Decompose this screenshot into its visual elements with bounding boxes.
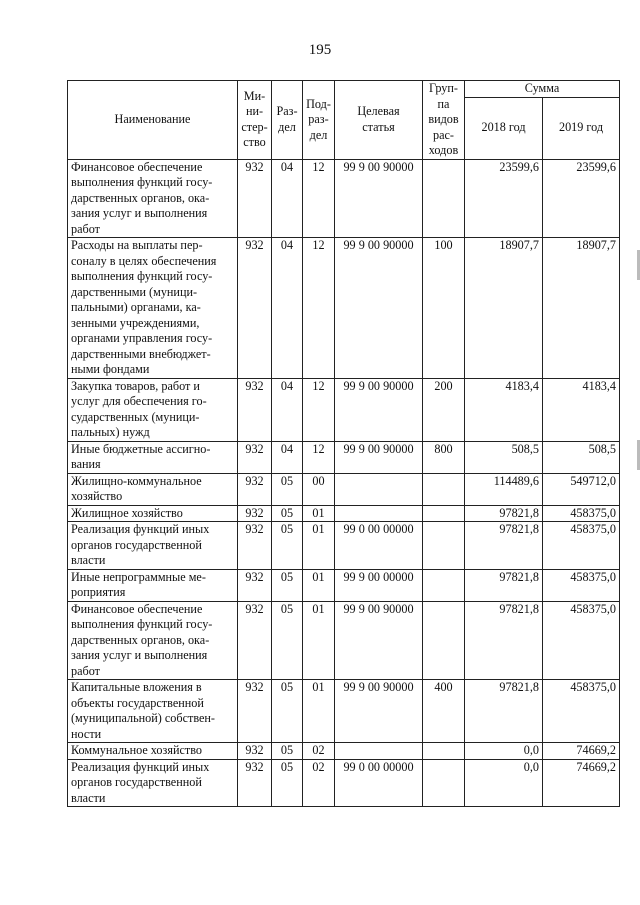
cell-ministry: 932	[238, 238, 272, 379]
cell-section: 04	[272, 159, 303, 238]
col-header-sum: Сумма	[465, 81, 620, 98]
cell-subsection: 02	[303, 743, 335, 760]
cell-sum-2018: 97821,8	[465, 680, 543, 743]
cell-ministry: 932	[238, 680, 272, 743]
cell-ministry: 932	[238, 759, 272, 807]
cell-expense-group: 400	[423, 680, 465, 743]
cell-name: Реализация функций иных органов государственной власти	[68, 759, 238, 807]
budget-table	[67, 80, 620, 807]
cell-subsection: 01	[303, 680, 335, 743]
cell-section: 05	[272, 522, 303, 570]
cell-section: 05	[272, 601, 303, 680]
table-row	[68, 759, 620, 807]
cell-ministry: 932	[238, 743, 272, 760]
cell-expense-group	[423, 601, 465, 680]
cell-ministry: 932	[238, 378, 272, 441]
cell-subsection: 00	[303, 473, 335, 505]
cell-subsection: 01	[303, 505, 335, 522]
col-header-2018: 2018 год	[465, 97, 543, 159]
cell-subsection: 12	[303, 238, 335, 379]
cell-target-article: 99 9 00 90000	[335, 601, 423, 680]
cell-name: Реализация функций иных органов государственной власти	[68, 522, 238, 570]
cell-section: 04	[272, 238, 303, 379]
cell-expense-group	[423, 522, 465, 570]
cell-sum-2019: 18907,7	[543, 238, 620, 379]
table-row	[68, 159, 620, 238]
cell-subsection: 12	[303, 159, 335, 238]
cell-expense-group	[423, 159, 465, 238]
cell-section: 05	[272, 473, 303, 505]
cell-ministry: 932	[238, 441, 272, 473]
cell-expense-group	[423, 473, 465, 505]
cell-name: Капитальные вложения в объекты государственной (муниципальной) собствен- ности	[68, 680, 238, 743]
cell-name: Финансовое обеспечение выполнения функций госу- дарственных органов, ока- зания услуг и выполнения работ	[68, 159, 238, 238]
cell-expense-group	[423, 759, 465, 807]
cell-section: 05	[272, 505, 303, 522]
table-row	[68, 505, 620, 522]
cell-subsection: 01	[303, 569, 335, 601]
cell-name: Закупка товаров, работ и услуг для обеспечения го- сударственных (муници- пальных) нужд	[68, 378, 238, 441]
cell-ministry: 932	[238, 569, 272, 601]
table-row	[68, 680, 620, 743]
cell-sum-2018: 97821,8	[465, 505, 543, 522]
cell-sum-2019: 74669,2	[543, 743, 620, 760]
col-header-2019: 2019 год	[543, 97, 620, 159]
cell-subsection: 12	[303, 441, 335, 473]
cell-ministry: 932	[238, 505, 272, 522]
cell-target-article: 99 9 00 90000	[335, 159, 423, 238]
cell-expense-group: 200	[423, 378, 465, 441]
page-number: 195	[308, 42, 332, 58]
table-row	[68, 522, 620, 570]
cell-name: Расходы на выплаты пер- соналу в целях обеспечения выполнения функций госу- дарственными (муници- пальными) органами, ка- зенными учреждениями, органами управления госу- дарственными внебюджет- ными фондами	[68, 238, 238, 379]
cell-expense-group	[423, 743, 465, 760]
col-header-target-article: Целевая статья	[335, 81, 423, 160]
cell-expense-group	[423, 569, 465, 601]
cell-sum-2019: 458375,0	[543, 522, 620, 570]
table-row	[68, 378, 620, 441]
cell-ministry: 932	[238, 522, 272, 570]
cell-sum-2018: 18907,7	[465, 238, 543, 379]
table-row	[68, 238, 620, 379]
cell-sum-2019: 23599,6	[543, 159, 620, 238]
cell-name: Иные непрограммные ме- роприятия	[68, 569, 238, 601]
cell-sum-2018: 0,0	[465, 743, 543, 760]
cell-section: 05	[272, 680, 303, 743]
cell-subsection: 12	[303, 378, 335, 441]
cell-section: 05	[272, 569, 303, 601]
cell-target-article: 99 0 00 00000	[335, 759, 423, 807]
cell-name: Финансовое обеспечение выполнения функций госу- дарственных органов, ока- зания услуг и выполнения работ	[68, 601, 238, 680]
cell-sum-2019: 74669,2	[543, 759, 620, 807]
cell-target-article	[335, 505, 423, 522]
cell-ministry: 932	[238, 601, 272, 680]
cell-target-article: 99 9 00 90000	[335, 238, 423, 379]
cell-sum-2018: 97821,8	[465, 522, 543, 570]
cell-section: 04	[272, 378, 303, 441]
col-header-name: Наименование	[68, 81, 238, 160]
cell-name: Иные бюджетные ассигно- вания	[68, 441, 238, 473]
table-row	[68, 441, 620, 473]
col-header-ministry: Ми- ни- стер- ство	[238, 81, 272, 160]
cell-subsection: 01	[303, 522, 335, 570]
cell-name: Жилищное хозяйство	[68, 505, 238, 522]
col-header-expense-group: Груп- па видов рас- ходов	[423, 81, 465, 160]
cell-target-article: 99 0 00 00000	[335, 522, 423, 570]
cell-sum-2019: 458375,0	[543, 569, 620, 601]
cell-sum-2018: 114489,6	[465, 473, 543, 505]
table-body	[68, 159, 620, 807]
col-header-subsection: Под- раз- дел	[303, 81, 335, 160]
cell-section: 05	[272, 759, 303, 807]
cell-name: Коммунальное хозяйство	[68, 743, 238, 760]
cell-sum-2019: 458375,0	[543, 505, 620, 522]
cell-target-article	[335, 473, 423, 505]
col-header-section: Раз- дел	[272, 81, 303, 160]
cell-section: 05	[272, 743, 303, 760]
cell-ministry: 932	[238, 159, 272, 238]
cell-sum-2018: 23599,6	[465, 159, 543, 238]
cell-target-article: 99 9 00 90000	[335, 441, 423, 473]
cell-sum-2018: 4183,4	[465, 378, 543, 441]
cell-expense-group: 100	[423, 238, 465, 379]
cell-sum-2018: 508,5	[465, 441, 543, 473]
cell-sum-2019: 458375,0	[543, 601, 620, 680]
cell-sum-2018: 0,0	[465, 759, 543, 807]
cell-sum-2019: 508,5	[543, 441, 620, 473]
cell-subsection: 01	[303, 601, 335, 680]
cell-subsection: 02	[303, 759, 335, 807]
cell-expense-group: 800	[423, 441, 465, 473]
cell-sum-2019: 4183,4	[543, 378, 620, 441]
cell-section: 04	[272, 441, 303, 473]
cell-target-article	[335, 743, 423, 760]
table-row	[68, 743, 620, 760]
cell-ministry: 932	[238, 473, 272, 505]
table-row	[68, 569, 620, 601]
cell-sum-2019: 458375,0	[543, 680, 620, 743]
cell-target-article: 99 9 00 90000	[335, 378, 423, 441]
cell-target-article: 99 9 00 90000	[335, 680, 423, 743]
cell-name: Жилищно-коммунальное хозяйство	[68, 473, 238, 505]
table-row	[68, 473, 620, 505]
cell-sum-2019: 549712,0	[543, 473, 620, 505]
cell-expense-group	[423, 505, 465, 522]
cell-sum-2018: 97821,8	[465, 569, 543, 601]
cell-sum-2018: 97821,8	[465, 601, 543, 680]
table-row	[68, 601, 620, 680]
cell-target-article: 99 9 00 00000	[335, 569, 423, 601]
